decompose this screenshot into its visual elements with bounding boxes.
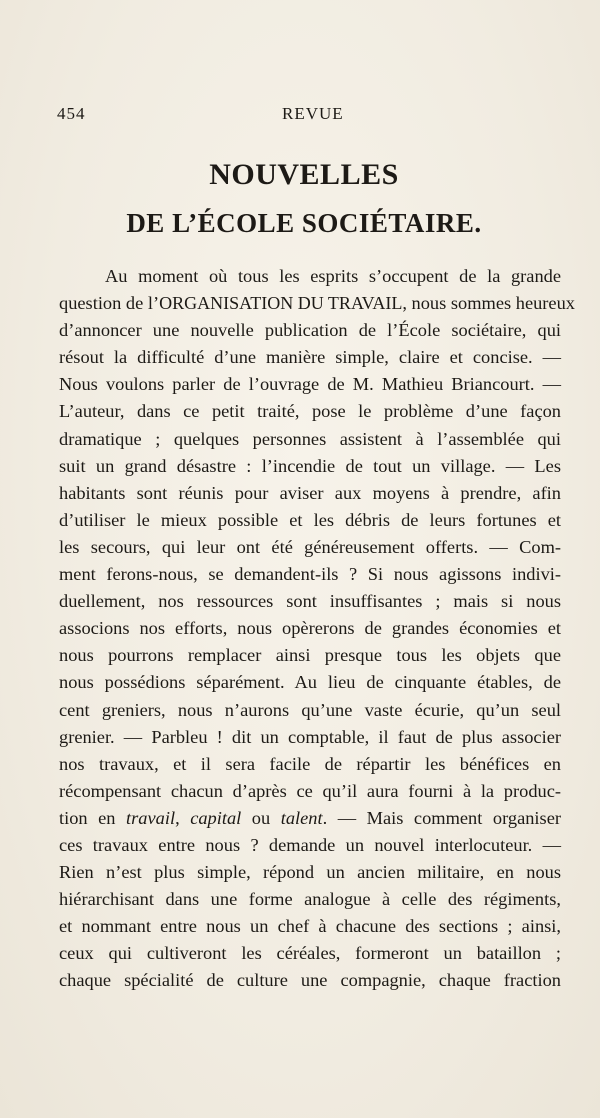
running-head xyxy=(57,104,547,128)
italic-word: travail xyxy=(126,807,176,828)
text-line: résout la difficulté d’une manière simple, claire et concise. — xyxy=(59,347,561,368)
text-line: ces travaux entre nous ? demande un nouvel interlocuteur. — xyxy=(59,834,561,855)
text-line: L’auteur, dans ce petit traité, pose le problème d’une façon xyxy=(59,401,561,422)
article-title: NOUVELLES xyxy=(209,158,399,191)
text-line: duellement, nos ressources sont insuffisantes ; mais si nous xyxy=(59,591,561,612)
text-line: d’annoncer une nouvelle publication de l’École sociétaire, qui xyxy=(59,320,561,341)
text-line: cent greniers, nous n’aurons qu’une vaste écurie, qu’un seul xyxy=(59,699,561,720)
italic-word: talent xyxy=(280,807,323,828)
text-line: et nommant entre nous un chef à chacune des sections ; ainsi, xyxy=(59,916,561,937)
text-line: suit un grand désastre : l’incendie de tout un village. — Les xyxy=(59,455,561,476)
text-line: tion en travail, capital ou talent. — Mais comment organiser xyxy=(59,807,561,828)
small-caps-phrase: ORGANISATION DU TRAVAIL xyxy=(159,293,403,314)
text-line: dramatique ; quelques personnes assistent à l’assemblée qui xyxy=(59,428,561,449)
italic-word: capital xyxy=(190,807,242,828)
text-line: habitants sont réunis pour aviser aux moyens à prendre, afin xyxy=(59,482,561,503)
text-line: récompensant chacun d’après ce qu’il aura fourni à la produc- xyxy=(59,780,561,801)
page-number: 454 xyxy=(57,104,86,123)
text-line: ceux qui cultiveront les céréales, formeront un bataillon ; xyxy=(59,943,561,964)
article-subtitle: DE L’ÉCOLE SOCIÉTAIRE. xyxy=(126,208,482,238)
text-line: hiérarchisant dans une forme analogue à celle des régiments, xyxy=(59,889,561,910)
text-line: grenier. — Parbleu ! dit un comptable, il faut de plus associer xyxy=(59,726,561,747)
text-line: Rien n’est plus simple, répond un ancien militaire, en nous xyxy=(59,862,561,883)
text-line: chaque spécialité de culture une compagnie, chaque fraction xyxy=(59,970,561,991)
text-line: Nous voulons parler de l’ouvrage de M. Mathieu Briancourt. — xyxy=(59,374,561,395)
text-line: ment ferons-nous, se demandent-ils ? Si nous agissons indivi- xyxy=(59,564,561,585)
text-line: associons nos efforts, nous opèrerons de grandes économies et xyxy=(59,618,561,639)
text-line: nos travaux, et il sera facile de répartir les bénéfices en xyxy=(59,753,561,774)
text-line: question de l’ORGANISATION DU TRAVAIL, nous sommes heureux xyxy=(59,293,575,314)
text-line: d’utiliser le mieux possible et les débris de leurs fortunes et xyxy=(59,509,561,530)
text-line: nous pourrons remplacer ainsi presque tous les objets que xyxy=(59,645,561,666)
running-title: REVUE xyxy=(282,104,344,123)
text-line: les secours, qui leur ont été généreusement offerts. — Com- xyxy=(59,536,561,557)
text-line: Au moment où tous les esprits s’occupent de la grande xyxy=(105,266,561,286)
article-body xyxy=(59,263,575,995)
text-line: nous possédions séparément. Au lieu de cinquante étables, de xyxy=(59,672,561,693)
